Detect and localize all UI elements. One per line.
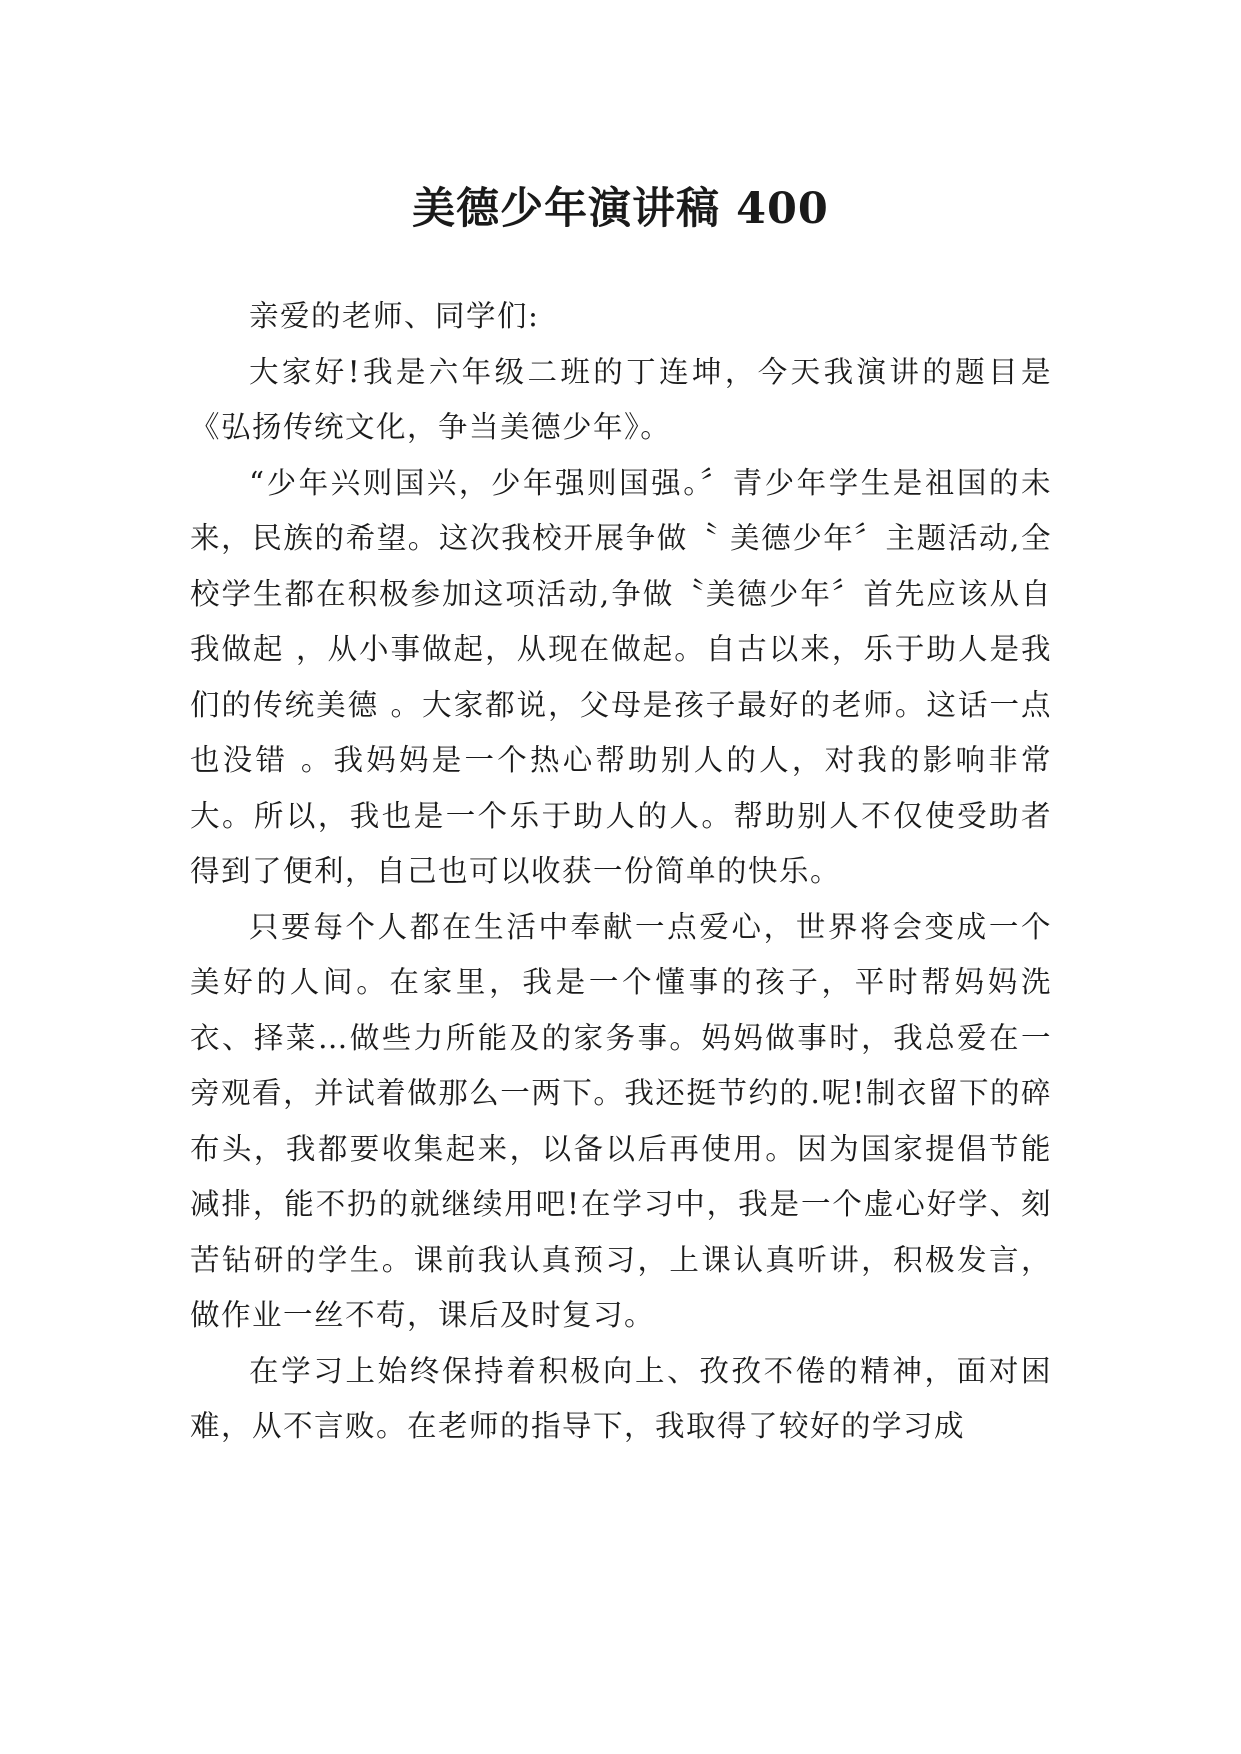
- paragraph-home-and-study: 只要每个人都在生活中奉献一点爱心，世界将会变成一个美好的人间。在家里，我是一个懂事的孩子，平时帮妈妈洗衣、择菜…做些力所能及的家务事。妈妈做事时，我总爱在一旁观看，并试着做那么一两下。我还挺节约的.呢!制衣留下的碎布头，我都要收集起来，以备以后再使用。因为国家提倡节能减排，能不扔的就继续用吧!在学习中，我是一个虚心好学、刻苦钻研的学生。课前我认真预习，上课认真听讲，积极发言，做作业一丝不苟，课后及时复习。: [190, 909, 1052, 1332]
- document-body: [190, 289, 1052, 1455]
- paragraph-introduction: 大家好!我是六年级二班的丁连坤，今天我演讲的题目是《弘扬传统文化，争当美德少年》。: [190, 354, 1052, 444]
- paragraph-greeting: 亲爱的老师、同学们:: [249, 299, 540, 333]
- paragraph-theme-activity: “少年兴则国兴，少年强则国强。〞青少年学生是祖国的未来，民族的希望。这次我校开展争做〝 美德少年〞主题活动,全校学生都在积极参加这项活动,争做〝美德少年〞首先应该从自我做起 ，从小事做起，从现在做起。自古以来，乐于助人是我们的传统美德 。大家都说，父母是孩子最好的老师。这话一点也没错 。我妈妈是一个热心帮助别人的人，对我的影响非常大。所以，我也是一个乐于助人的人。帮助别人不仅使受助者得到了便利，自己也可以收获一份简单的快乐。: [190, 465, 1052, 888]
- paragraph-learning-attitude: 在学习上始终保持着积极向上、孜孜不倦的精神，面对困难，从不言败。在老师的指导下，我取得了较好的学习成: [190, 1353, 1052, 1443]
- document-title: 美德少年演讲稿 400: [412, 183, 829, 234]
